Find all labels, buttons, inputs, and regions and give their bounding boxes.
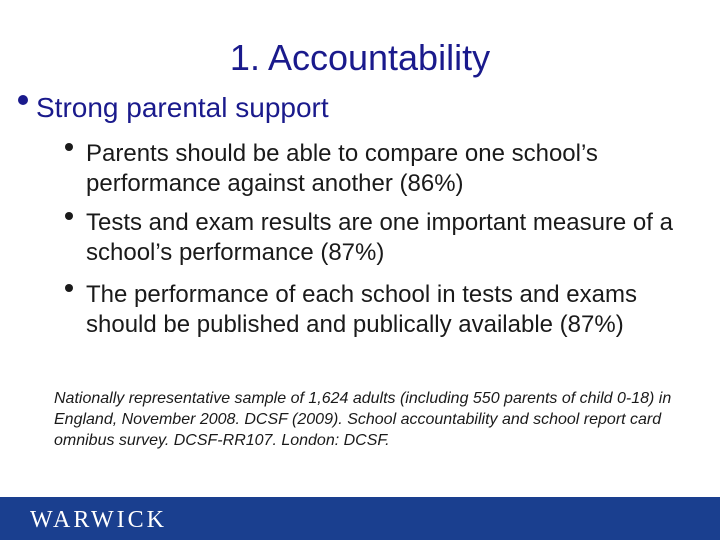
slide-title: 1. Accountability	[229, 37, 491, 78]
bullet-text: Tests and exam results are one important measure of a school’s performance (87%)	[86, 209, 673, 266]
warwick-logo: WARWICK	[30, 507, 167, 533]
bullet-icon	[65, 284, 73, 292]
footer-bar	[0, 497, 720, 540]
bullet-text: Parents should be able to compare one school’s performance against another (86%)	[86, 140, 598, 197]
bullet-icon	[18, 95, 28, 105]
source-note: Nationally representative sample of 1,624 adults (including 550 parents of child 0-18) in England, November 2008. DCSF (2009). School accountability and school report card omnibus survey. DCSF-RR107. London: DCSF.	[54, 390, 672, 449]
bullet-icon	[65, 143, 73, 151]
bullet-text: The performance of each school in tests and exams should be published and publically available (87%)	[86, 281, 637, 338]
bullet-item	[62, 280, 702, 340]
bullet-item	[62, 208, 702, 268]
bullet-item	[62, 139, 702, 199]
bullet-icon	[65, 212, 73, 220]
heading-bullet	[18, 92, 329, 124]
heading-text: Strong parental support	[36, 92, 329, 123]
